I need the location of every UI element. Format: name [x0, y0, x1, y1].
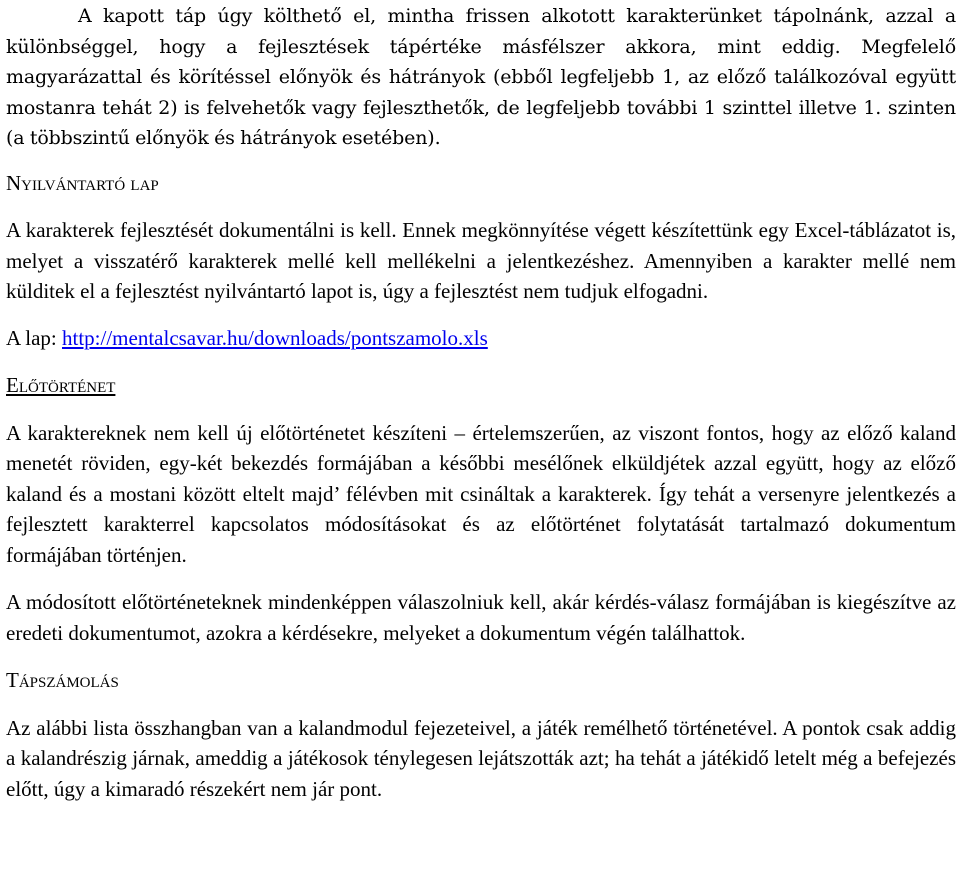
link-prefix: A lap: [6, 325, 62, 350]
elotortenet-paragraph-2: A módosított előtörténeteknek mindenképpen válaszolniuk kell, akár kérdés-válasz formájában is kiegészítve az eredeti dokumentumot, azokra a kérdésekre, melyeket a dokumentum végén találhattok. [6, 590, 956, 645]
section-heading-tapszamolas: Tápszámolás [6, 668, 119, 692]
document-page [6, 0, 956, 804]
nyilvantarto-paragraph: A karakterek fejlesztését dokumentálni is kell. Ennek megkönnyítése végett készítettünk egy Excel-táblázatot is, melyet a visszatérő karakterek mellé kell mellékelni a jelentkezéshez. Amennyiben a karakter mellé nem külditek el a fejlesztést nyilvántartó lapot is, úgy a fejlesztést nem tudjuk elfogadni. [6, 218, 956, 303]
elotortenet-paragraph-1: A karaktereknek nem kell új előtörténetet készíteni – értelemszerűen, az viszont fontos, hogy az előző kaland menetét röviden, egy-két bekezdés formájában a későbbi mesélőnek elküldjétek azzal együtt, hogy az előző kaland és a mostani között eltelt majd’ félévben mit csináltak a karakterek. Így tehát a versenyre jelentkezés a fejlesztett karakterrel kapcsolatos módosításokat és az előtörténet folytatását tartalmazó dokumentum formájában történjen. [6, 420, 956, 567]
spreadsheet-link[interactable]: http://mentalcsavar.hu/downloads/pontszamolo.xls [62, 325, 488, 350]
spreadsheet-link-line [6, 323, 956, 354]
section-heading-elotortenet-label: Előtörténet [6, 373, 116, 397]
tapszamolas-paragraph: Az alábbi lista összhangban van a kalandmodul fejezeteivel, a játék remélhető történetével. A pontok csak addig a kalandrészig járnak, ameddig a játékosok ténylegesen lejátszották azt; ha tehát a játékidő letelt még a befejezés előtt, úgy a kimaradó részekért nem jár pont. [6, 715, 956, 801]
intro-paragraph: A kapott táp úgy költhető el, mintha frissen alkotott karakterünket tápolnánk, azzal a különbséggel, hogy a fejlesztések tápértéke másfélszer akkora, mint eddig. Megfelelő magyarázattal és körítéssel előnyök és hátrányok (ebből legfeljebb 1, az előző találkozóval együtt mostanra tehát 2) is felvehetők vagy fejleszthetők, de legfeljebb további 1 szinttel illetve 1. szinten (a többszintű előnyök és hátrányok esetében). [6, 5, 956, 149]
section-heading-nyilvantarto-lap: Nyilvántartó lap [6, 170, 159, 195]
section-heading-elotortenet [6, 370, 956, 401]
